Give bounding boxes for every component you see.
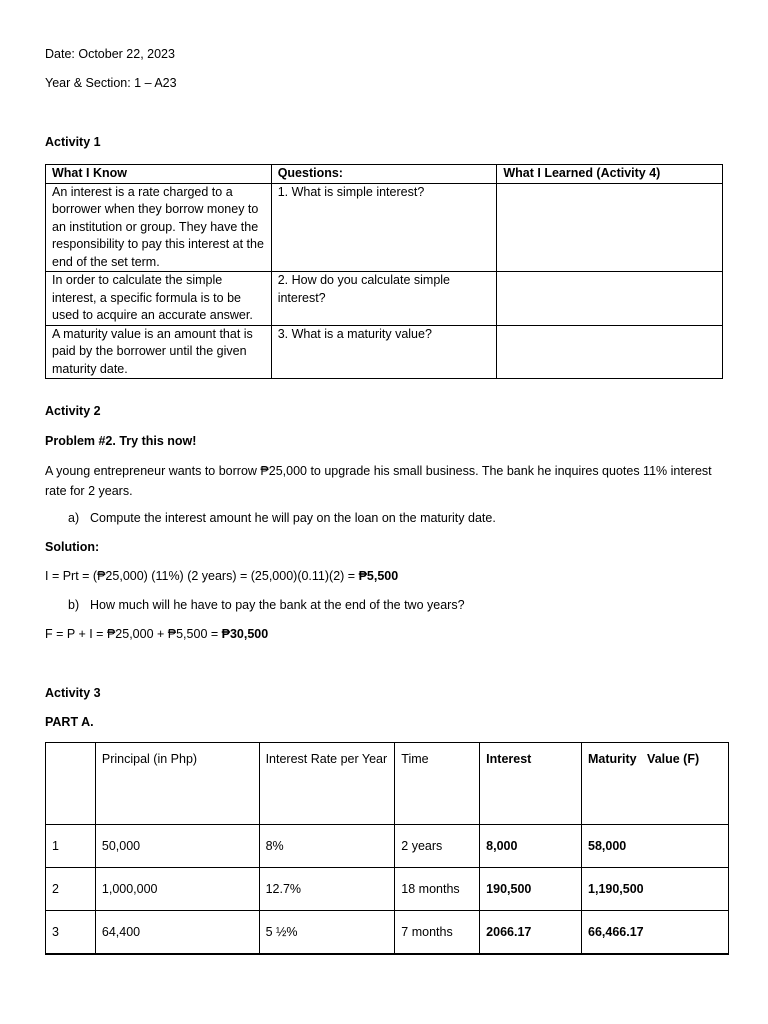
principal-cell: 1,000,000	[95, 868, 259, 911]
maturity-solution-line	[45, 627, 268, 641]
row-number-cell: 1	[46, 825, 96, 868]
rates-header-principal: Principal (in Php)	[95, 743, 259, 825]
kwl-header-row	[46, 165, 723, 184]
part-a-text: Compute the interest amount he will pay on the loan on the maturity date.	[90, 511, 496, 525]
rates-header-interest: Interest	[480, 743, 582, 825]
time-cell: 7 months	[395, 911, 480, 955]
activity2-title: Activity 2	[45, 404, 101, 418]
rate-cell: 12.7%	[259, 868, 395, 911]
kwl-question-cell: 3. What is a maturity value?	[271, 325, 497, 379]
year-section-line: Year & Section: 1 – A23	[45, 76, 177, 90]
kwl-header-learned: What I Learned (Activity 4)	[497, 165, 723, 184]
maturity-answer: ₱30,500	[221, 627, 269, 641]
rate-cell: 5 ½%	[259, 911, 395, 955]
maturity-cell: 66,466.17	[582, 911, 729, 955]
kwl-learned-cell	[497, 272, 723, 326]
table-row	[46, 868, 729, 911]
kwl-header-questions: Questions:	[271, 165, 497, 184]
table-row	[46, 325, 723, 379]
row-number-cell: 3	[46, 911, 96, 955]
part-b-line	[68, 598, 465, 612]
interest-cell: 2066.17	[480, 911, 582, 955]
interest-formula: I = Prt = (₱25,000) (11%) (2 years) = (25,000)(0.11)(2) =	[45, 569, 359, 583]
kwl-learned-cell	[497, 183, 723, 272]
time-cell: 2 years	[395, 825, 480, 868]
rates-header-time: Time	[395, 743, 480, 825]
kwl-question-cell: 1. What is simple interest?	[271, 183, 497, 272]
part-a-line	[68, 511, 496, 525]
maturity-formula: F = P + I = ₱25,000 + ₱5,500 =	[45, 627, 222, 641]
maturity-cell: 1,190,500	[582, 868, 729, 911]
kwl-learned-cell	[497, 325, 723, 379]
part-b-text: How much will he have to pay the bank at the end of the two years?	[90, 598, 465, 612]
row-number-cell: 2	[46, 868, 96, 911]
kwl-table	[45, 164, 723, 379]
activity3-title: Activity 3	[45, 686, 101, 700]
problem-title: Problem #2. Try this now!	[45, 434, 197, 448]
date-line: Date: October 22, 2023	[45, 47, 175, 61]
rates-header-row	[46, 743, 729, 825]
part-b-label: b)	[68, 598, 80, 612]
kwl-question-cell: 2. How do you calculate simple interest?	[271, 272, 497, 326]
activity1-title: Activity 1	[45, 135, 101, 149]
rates-header-maturity: Maturity Value (F)	[582, 743, 729, 825]
kwl-know-cell: An interest is a rate charged to a borrower when they borrow money to an institution or group. They have the responsibility to pay this interest at the end of the set term.	[46, 183, 272, 272]
kwl-know-cell: A maturity value is an amount that is paid by the borrower until the given maturity date.	[46, 325, 272, 379]
simple-interest-table	[45, 742, 729, 955]
part-a-title: PART A.	[45, 715, 94, 729]
kwl-header-know: What I Know	[46, 165, 272, 184]
interest-solution-line	[45, 569, 398, 583]
rate-cell: 8%	[259, 825, 395, 868]
table-row	[46, 183, 723, 272]
table-row	[46, 825, 729, 868]
interest-cell: 190,500	[480, 868, 582, 911]
table-row	[46, 911, 729, 955]
solution-label: Solution:	[45, 540, 100, 554]
kwl-know-cell: In order to calculate the simple interest, a specific formula is to be used to acquire an accurate answer.	[46, 272, 272, 326]
rates-header-number	[46, 743, 96, 825]
problem-text: A young entrepreneur wants to borrow ₱25,000 to upgrade his small business. The bank he inquires quotes 11% interest rate for 2 years.	[45, 464, 712, 498]
maturity-cell: 58,000	[582, 825, 729, 868]
principal-cell: 50,000	[95, 825, 259, 868]
interest-cell: 8,000	[480, 825, 582, 868]
table-row	[46, 272, 723, 326]
part-a-label: a)	[68, 511, 80, 525]
time-cell: 18 months	[395, 868, 480, 911]
principal-cell: 64,400	[95, 911, 259, 955]
rates-header-rate: Interest Rate per Year	[259, 743, 395, 825]
interest-answer: ₱5,500	[358, 569, 399, 583]
